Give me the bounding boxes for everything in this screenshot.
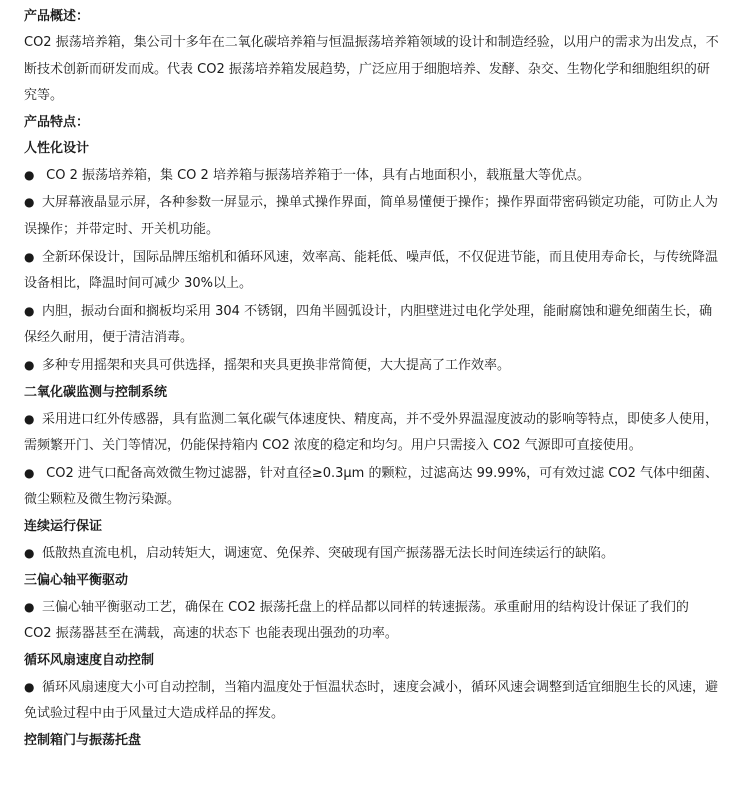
section-heading: 人性化设计 <box>24 140 90 156</box>
bullet-item <box>24 674 720 728</box>
bullet-icon: ● <box>24 545 35 560</box>
bullet-icon: ● <box>24 465 35 480</box>
bullet-text: 内胆，振动台面和搁板均采用 304 不锈钢，四角半圆弧设计，内胆壁进过电化学处理，能耐腐蚀和避免细菌生长，确保经久耐用，便于清洁消毒。 <box>24 303 713 346</box>
bullet-text: 全新环保设计，国际品牌压缩机和循环风速，效率高、能耗低、噪声低，不仅促进节能，而且使用寿命长，与传统降温设备相比，降温时间可减少 30%以上。 <box>24 249 719 292</box>
overview-heading: 产品概述： <box>24 9 90 24</box>
section-heading: 二氧化碳监测与控制系统 <box>24 384 168 400</box>
bullet-text: 循环风扇速度大小可自动控制，当箱内温度处于恒温状态时，速度会减小，循环风速会调整到适宜细胞生长的风速，避免试验过程中由于风量过大造成样品的挥发。 <box>24 679 719 722</box>
bullet-icon: ● <box>24 679 35 694</box>
bullet-item <box>24 189 720 243</box>
bullet-text: 低散热直流电机，启动转矩大，调速宽、免保养、突破现有国产振荡器无法长时间连续运行的缺陷。 <box>42 545 615 561</box>
section-heading: 循环风扇速度自动控制 <box>24 652 155 668</box>
bullet-text: 多种专用摇架和夹具可供选择，摇架和夹具更换非常简便，大大提高了工作效率。 <box>42 357 511 373</box>
bullet-item <box>24 162 720 190</box>
bullet-item <box>24 460 720 514</box>
bullet-item <box>24 298 720 352</box>
bullet-text: 三偏心轴平衡驱动工艺，确保在 CO2 振荡托盘上的样品都以同样的转速振荡。承重耐用的结构设计保证了我们的 CO2 振荡器甚至在满载，高速的状态下 也能表现出强劲的功率。 <box>24 599 689 642</box>
bullet-text: 采用进口红外传感器，具有监测二氧化碳气体速度快、精度高，并不受外界温湿度波动的影响等特点，即使多人使用，需频繁开门、关门等情况，仍能保持箱内 CO2 浓度的稳定和均匀。用户只需接入 CO2 气源即可直接使用。 <box>24 411 719 454</box>
bullet-icon: ● <box>24 357 35 372</box>
section-heading: 连续运行保证 <box>24 518 103 534</box>
bullet-icon: ● <box>24 411 35 426</box>
bullet-item <box>24 594 720 648</box>
bullet-item <box>24 540 720 568</box>
bullet-icon: ● <box>24 167 35 182</box>
bullet-item <box>24 406 720 460</box>
feature-sections <box>24 136 720 754</box>
bullet-text: 大屏幕液晶显示屏，各种参数一屏显示，操单式操作界面，简单易懂便于操作；操作界面带密码锁定功能，可防止人为误操作；并带定时、开关机功能。 <box>24 195 719 237</box>
overview-paragraph: CO2 振荡培养箱，集公司十多年在二氧化碳培养箱与恒温振荡培养箱领域的设计和制造经验，以用户的需求为出发点，不断技术创新而研发而成。代表 CO2 振荡培养箱发展趋势，广泛应用于细胞培养、发酵、杂交、生物化学和细胞组织的研究等。 <box>24 35 719 104</box>
bullet-text: CO2 进气口配备高效微生物过滤器，针对直径≥0.3μm 的颗粒，过滤高达 99.99%，可有效过滤 CO2 气体中细菌、微尘颗粒及微生物污染源。 <box>24 465 719 508</box>
bullet-icon: ● <box>24 303 35 318</box>
bullet-item <box>24 352 720 380</box>
section-heading: 三偏心轴平衡驱动 <box>24 572 129 588</box>
bullet-icon: ● <box>24 249 35 264</box>
bullet-icon: ● <box>24 599 35 614</box>
bullet-item <box>24 244 720 298</box>
bullet-icon: ● <box>24 195 35 210</box>
bullet-text: CO 2 振荡培养箱，集 CO 2 培养箱与振荡培养箱于一体，具有占地面积小，载瓶量大等优点。 <box>42 167 590 183</box>
features-heading: 产品特点： <box>24 114 90 130</box>
section-heading: 控制箱门与振荡托盘 <box>24 732 142 748</box>
